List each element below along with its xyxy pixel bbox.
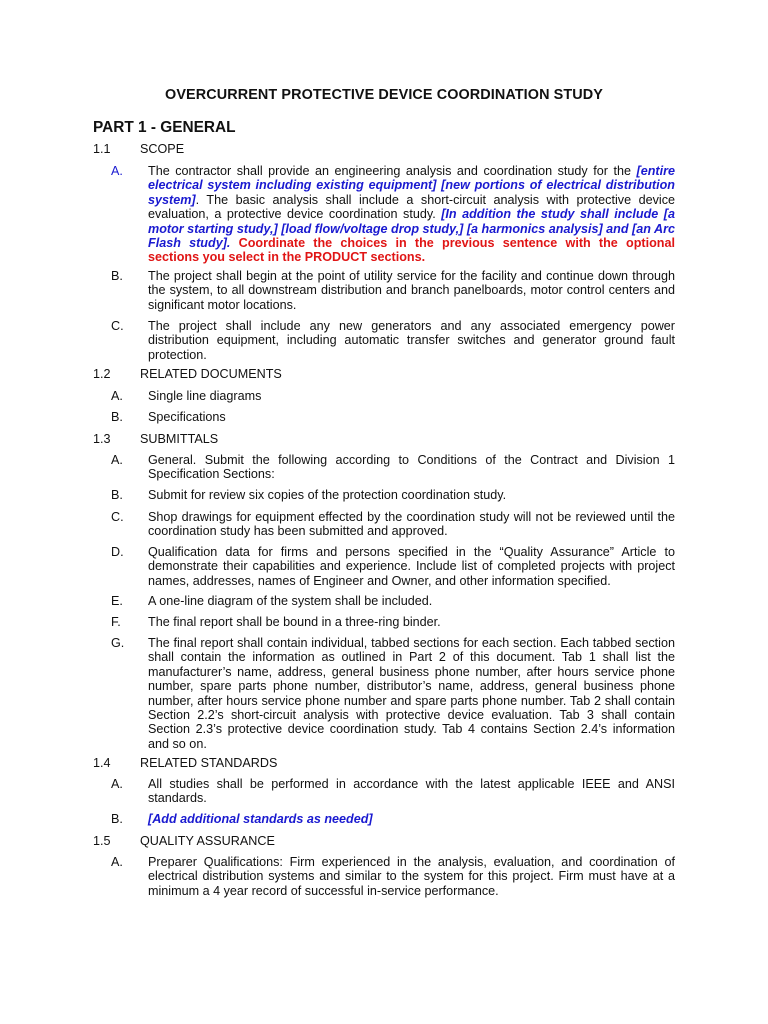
text-run: The contractor shall provide an engineering analysis and coordination study for the (148, 164, 637, 178)
editor-note-blue: [In addition the study shall include [a motor starting study,] [load flow/voltage drop study,] [a harmonics analysis] and [an Arc Flash study]. (148, 207, 675, 251)
part-heading: PART 1 - GENERAL (93, 119, 236, 136)
item-1-4-b (111, 812, 675, 826)
item-label: A. (111, 389, 123, 403)
editor-note-blue: [Add additional standards as needed] (148, 812, 373, 826)
item-label: A. (111, 453, 123, 467)
item-label: B. (111, 488, 123, 502)
item-label: A. (111, 777, 123, 791)
item-1-3-a (111, 453, 675, 482)
item-label: A. (111, 855, 123, 869)
item-1-3-g (111, 636, 675, 751)
section-title: SCOPE (140, 142, 185, 156)
item-text: A one-line diagram of the system shall be included. (148, 594, 433, 608)
document-title: OVERCURRENT PROTECTIVE DEVICE COORDINATION STUDY (165, 87, 603, 103)
item-text: Shop drawings for equipment effected by the coordination study will not be reviewed until the coordination study has been submitted and approved. (148, 510, 675, 539)
item-label: A. (111, 164, 123, 178)
item-label: B. (111, 812, 123, 826)
item-text: The project shall include any new generators and any associated emergency power distribution equipment, including automatic transfer switches and generator ground fault protection. (148, 319, 675, 362)
item-text: The project shall begin at the point of utility service for the facility and continue down through the system, to all downstream distribution and branch panelboards, motor control centers and significant motor locations. (148, 269, 675, 312)
item-1-4-a (111, 777, 675, 806)
item-label: E. (111, 594, 123, 608)
item-label: C. (111, 319, 124, 333)
section-title: RELATED DOCUMENTS (140, 367, 282, 381)
section-number: 1.4 (93, 756, 111, 770)
section-title: QUALITY ASSURANCE (140, 834, 275, 848)
item-label: F. (111, 615, 121, 629)
item-1-1-c (111, 319, 675, 362)
item-text: Submit for review six copies of the protection coordination study. (148, 488, 507, 502)
section-number: 1.5 (93, 834, 111, 848)
item-text (148, 164, 675, 265)
item-1-2-b (111, 410, 675, 424)
section-number: 1.1 (93, 142, 111, 156)
item-1-2-a (111, 389, 675, 403)
item-text: Specifications (148, 410, 226, 424)
item-text: Qualification data for firms and persons specified in the “Quality Assurance” Article to demonstrate their capabilities and experience. Include list of completed projects with project names, addresses, names of Engineer and Owner, and other information specified. (148, 545, 675, 588)
item-1-1-a (111, 164, 675, 265)
item-1-3-d (111, 545, 675, 588)
editor-note-red: Coordinate the choices in the previous sentence with the optional sections you select in the PRODUCT sections. (148, 236, 675, 265)
item-1-5-a (111, 855, 675, 898)
section-number: 1.2 (93, 367, 111, 381)
item-text: The final report shall be bound in a three-ring binder. (148, 615, 441, 629)
item-text: The final report shall contain individual, tabbed sections for each section. Each tabbed section shall contain the information as outlined in Part 2 of this document. Tab 1 shall list the manufacturer’s name, address, general business phone number, after hours service phone number, spare parts phone number, distributor’s name, address, general business phone number, after hours service phone number and spare parts phone number. Tab 2 shall contain Section 2.2’s short-circuit analysis with protective device evaluation. Tab 3 shall contain Section 2.3’s protective device coordination study. Tab 4 contains Section 2.4’s information and so on. (148, 636, 675, 751)
section-number: 1.3 (93, 432, 111, 446)
item-label: B. (111, 269, 123, 283)
item-1-3-c (111, 510, 675, 539)
item-1-1-b (111, 269, 675, 312)
item-1-3-e (111, 594, 675, 608)
section-title: RELATED STANDARDS (140, 756, 278, 770)
item-text: General. Submit the following according to Conditions of the Contract and Division 1 Specification Sections: (148, 453, 675, 482)
section-title: SUBMITTALS (140, 432, 219, 446)
item-label: C. (111, 510, 124, 524)
item-text: Preparer Qualifications: Firm experienced in the analysis, evaluation, and coordination of electrical distribution systems and similar to the system for this project. Firm must have at a minimum a 4 year record of successful in-service performance. (148, 855, 675, 898)
editor-note-blue: [entire electrical system including existing equipment] [new portions of electrical distribution system] (148, 164, 675, 207)
item-label: D. (111, 545, 124, 559)
item-label: B. (111, 410, 123, 424)
text-run: . The basic analysis shall include a short-circuit analysis with protective device evaluation, a protective device coordination study. (148, 192, 675, 222)
item-text: Single line diagrams (148, 389, 262, 403)
item-1-3-b (111, 488, 675, 502)
item-label: G. (111, 636, 125, 650)
item-text: All studies shall be performed in accordance with the latest applicable IEEE and ANSI standards. (148, 777, 675, 806)
item-1-3-f (111, 615, 675, 629)
